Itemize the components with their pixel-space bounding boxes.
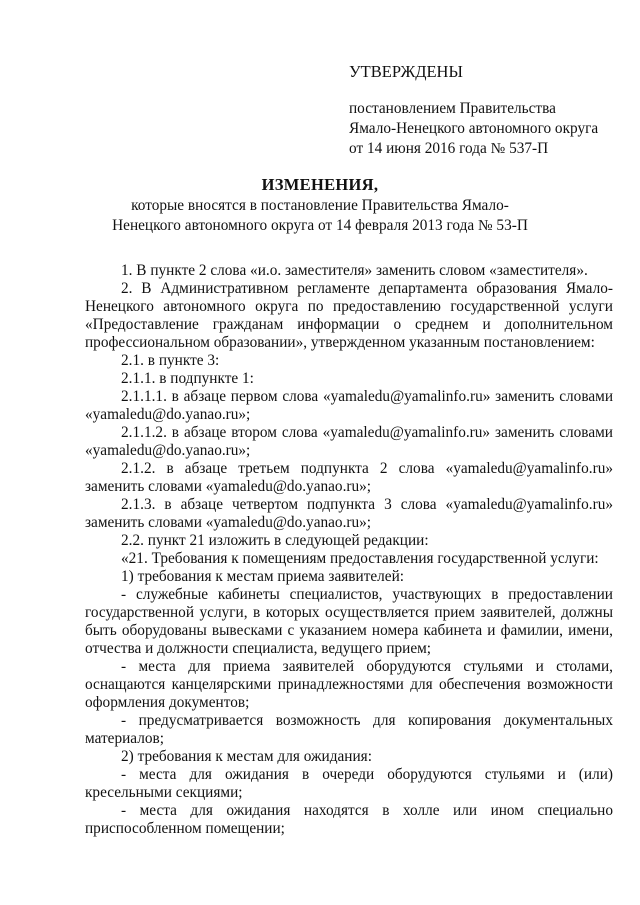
paragraph: 2.1.1.2. в абзаце втором слова «yamaledu@yamalinfo.ru» заменить словами «yamaledu@do.yanao.ru»; [85, 424, 613, 459]
paragraph: - места для ожидания в очереди оборудуются стульями и (или) кресельными секциями; [85, 766, 613, 801]
paragraph: 2.1.3. в абзаце четвертом подпункта 3 слова «yamaledu@yamalinfo.ru» заменить словами «yamaledu@do.yanao.ru»; [85, 496, 613, 531]
approval-heading: УТВЕРЖДЕНЫ [349, 62, 463, 81]
paragraph: - служебные кабинеты специалистов, участвующих в предоставлении государственной услуги, в которых осуществляется прием заявителей, должны быть оборудованы вывесками с указанием номера кабинета и фамилии, имени, отчества и должности специалиста, ведущего прием; [85, 586, 613, 657]
approval-line: от 14 июня 2016 года № 537-П [349, 140, 549, 157]
document-body [85, 262, 613, 838]
paragraph: 2.1.2. в абзаце третьем подпункта 2 слова «yamaledu@yamalinfo.ru» заменить словами «yamaledu@do.yanao.ru»; [85, 460, 613, 495]
approval-line: Ямало-Ненецкого автономного округа [349, 120, 599, 137]
paragraph: - места для ожидания находятся в холле или ином специально приспособленном помещении; [85, 802, 613, 837]
document-title: ИЗМЕНЕНИЯ, [261, 175, 379, 194]
paragraph: 2.2. пункт 21 изложить в следующей редакции: [121, 532, 429, 549]
approval-line: постановлением Правительства [349, 100, 556, 117]
paragraph: «21. Требования к помещениям предоставления государственной услуги: [121, 550, 599, 567]
paragraph: 2) требования к местам для ожидания: [121, 748, 372, 765]
paragraph: - предусматривается возможность для копирования документальных материалов; [85, 712, 613, 747]
paragraph: 1) требования к местам приема заявителей: [121, 568, 405, 585]
paragraph: 1. В пункте 2 слова «и.о. заместителя» заменить словом «заместителя». [121, 262, 588, 279]
paragraph: 2. В Административном регламенте департамента образования Ямало-Ненецкого автономного округа по предоставлению государственной услуги «Предоставление гражданам информации о среднем и дополнительном профессиональном образовании», утвержденном указанным постановлением: [85, 280, 613, 351]
paragraph: - места для приема заявителей оборудуются стульями и столами, оснащаются канцелярскими принадлежностями для обеспечения возможности оформления документов; [85, 658, 613, 711]
paragraph: 2.1.1.1. в абзаце первом слова «yamaledu@yamalinfo.ru» заменить словами «yamaledu@do.yanao.ru»; [85, 388, 613, 423]
paragraph: 2.1. в пункте 3: [121, 352, 220, 369]
document-subtitle: которые вносятся в постановление Правительства Ямало-Ненецкого автономного округа от 14 февраля 2013 года № 53-П [112, 197, 528, 234]
approval-block [349, 62, 598, 159]
paragraph: 2.1.1. в подпункте 1: [121, 370, 254, 387]
